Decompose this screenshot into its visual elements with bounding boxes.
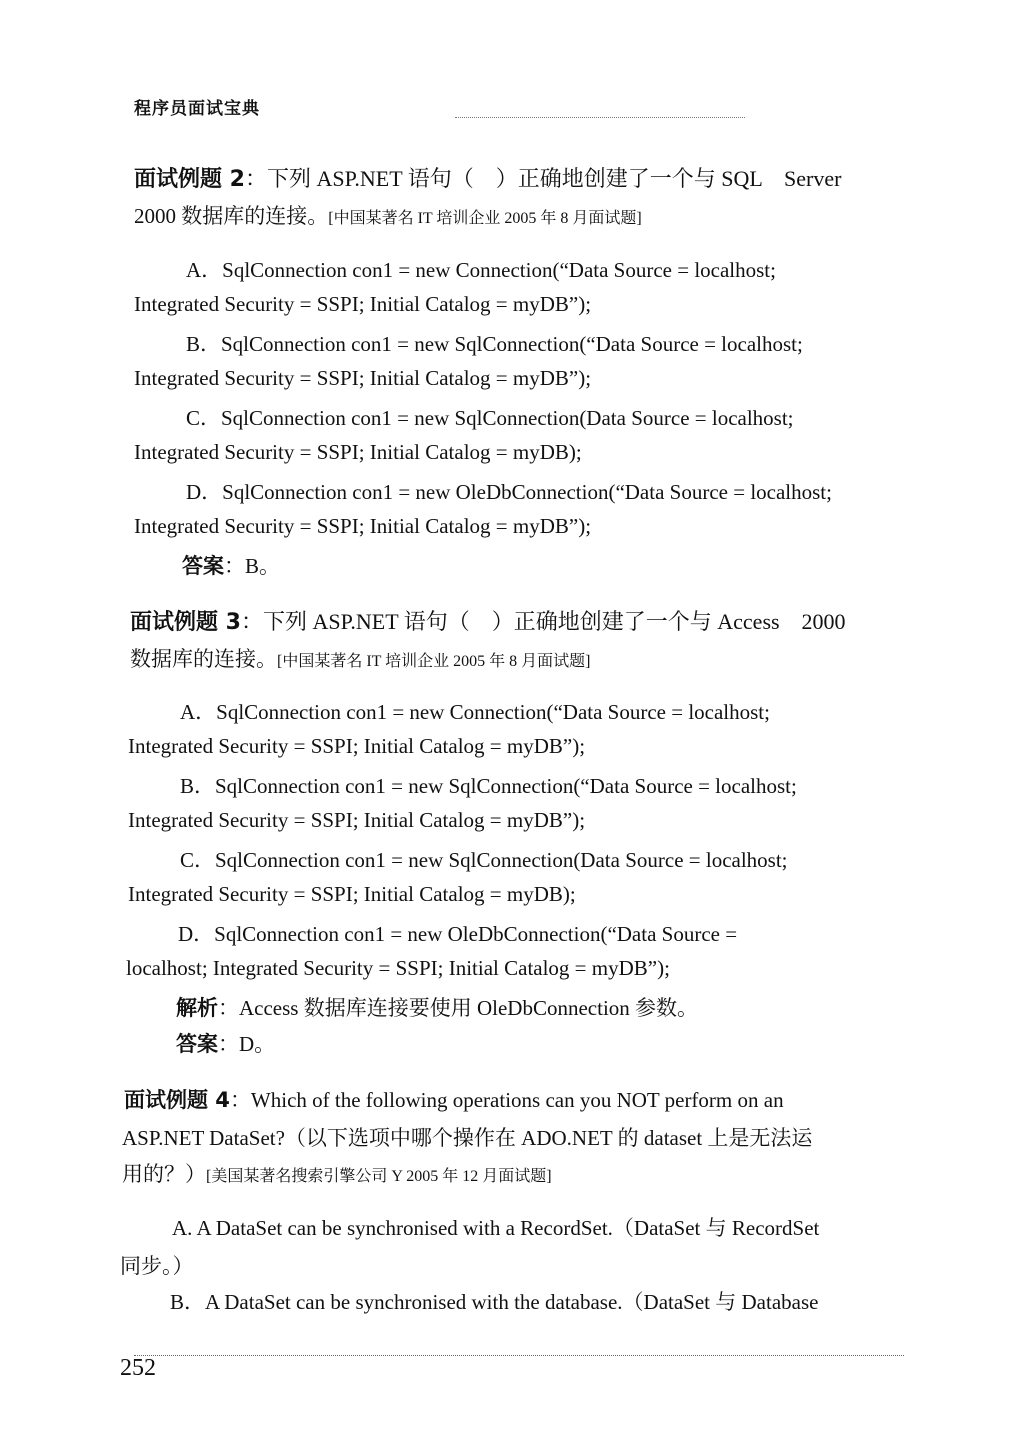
q2-stem-1: ：下列 ASP.NET 语句（ ）正确地创建了一个与 SQL Server (244, 166, 842, 191)
q4-stem-1: ：Which of the following operations can you NOT perform on an (229, 1088, 784, 1112)
q3-analysis (176, 992, 698, 1022)
q3-source: [中国某著名 IT 培训企业 2005 年 8 月面试题] (277, 653, 591, 670)
q3-option-b-2: Integrated Security = SSPI; Initial Catalog = myDB”); (128, 808, 586, 832)
q4-line-2: ASP.NET DataSet?（以下选项中哪个操作在 ADO.NET 的 dataset 上是无法运 (122, 1126, 813, 1150)
q3-option-d-1: D．SqlConnection con1 = new OleDbConnection(“Data Source = (178, 922, 738, 946)
q3-answer (176, 1028, 275, 1058)
q3-stem-1: ：下列 ASP.NET 语句（ ）正确地创建了一个与 Access 2000 (240, 609, 846, 634)
q3-answer-label: 答案 (176, 1032, 218, 1056)
q2-answer-value: ：B。 (224, 554, 281, 578)
q2-option-b-1: B．SqlConnection con1 = new SqlConnection(“Data Source = localhost; (186, 332, 803, 356)
q2-source: [中国某著名 IT 培训企业 2005 年 8 月面试题] (328, 210, 642, 227)
q2-option-b-2: Integrated Security = SSPI; Initial Catalog = myDB”); (134, 366, 592, 390)
q3-option-b-1: B．SqlConnection con1 = new SqlConnection(“Data Source = localhost; (180, 774, 797, 798)
q3-option-d-2: localhost; Integrated Security = SSPI; Initial Catalog = myDB”); (126, 956, 670, 980)
q2-label: 面试例题 2 (134, 167, 245, 192)
q2-option-c-2: Integrated Security = SSPI; Initial Catalog = myDB); (134, 440, 582, 464)
q3-answer-value: ：D。 (218, 1032, 276, 1056)
header-dotted-rule (455, 117, 745, 118)
q3-option-a-1: A．SqlConnection con1 = new Connection(“Data Source = localhost; (180, 700, 770, 724)
q2-option-a-2: Integrated Security = SSPI; Initial Catalog = myDB”); (134, 292, 592, 316)
q4-option-a-1: A. A DataSet can be synchronised with a RecordSet.（DataSet 与 RecordSet (172, 1216, 820, 1240)
q2-option-d-2: Integrated Security = SSPI; Initial Catalog = myDB”); (134, 514, 592, 538)
q4-line-3 (122, 1158, 552, 1188)
q4-source: [美国某著名搜索引擎公司 Y 2005 年 12 月面试题] (206, 1168, 552, 1185)
q2-answer (182, 550, 280, 580)
q3-stem-2: 数据库的连接。 (130, 647, 277, 671)
q2-stem-2: 2000 数据库的连接。 (134, 204, 329, 228)
q4-line-1 (124, 1084, 784, 1114)
running-header-title: 程序员面试宝典 (134, 99, 260, 119)
q2-option-c-1: C．SqlConnection con1 = new SqlConnection(Data Source = localhost; (186, 406, 794, 430)
q4-option-b-1: B．A DataSet can be synchronised with the database.（DataSet 与 Database (170, 1290, 819, 1314)
q4-option-a-2: 同步。） (120, 1254, 194, 1278)
q3-analysis-value: ：Access 数据库连接要使用 OleDbConnection 参数。 (218, 996, 699, 1020)
q2-line-1 (134, 162, 919, 193)
q3-line-2 (130, 643, 590, 673)
q3-line-1 (130, 605, 846, 636)
q4-label: 面试例题 4 (124, 1088, 230, 1112)
footer-dotted-rule (134, 1355, 904, 1356)
q3-option-c-2: Integrated Security = SSPI; Initial Catalog = myDB); (128, 882, 576, 906)
q2-option-d-1: D．SqlConnection con1 = new OleDbConnection(“Data Source = localhost; (186, 480, 832, 504)
page-number: 252 (120, 1355, 156, 1381)
q3-label: 面试例题 3 (130, 610, 241, 635)
q3-option-a-2: Integrated Security = SSPI; Initial Catalog = myDB”); (128, 734, 586, 758)
q2-line-2 (134, 200, 642, 230)
q2-option-a-1: A．SqlConnection con1 = new Connection(“Data Source = localhost; (186, 258, 776, 282)
q4-stem-3: 用的？） (122, 1162, 206, 1186)
q3-option-c-1: C．SqlConnection con1 = new SqlConnection(Data Source = localhost; (180, 848, 788, 872)
q2-answer-label: 答案 (182, 554, 224, 578)
q3-analysis-label: 解析 (176, 996, 218, 1020)
